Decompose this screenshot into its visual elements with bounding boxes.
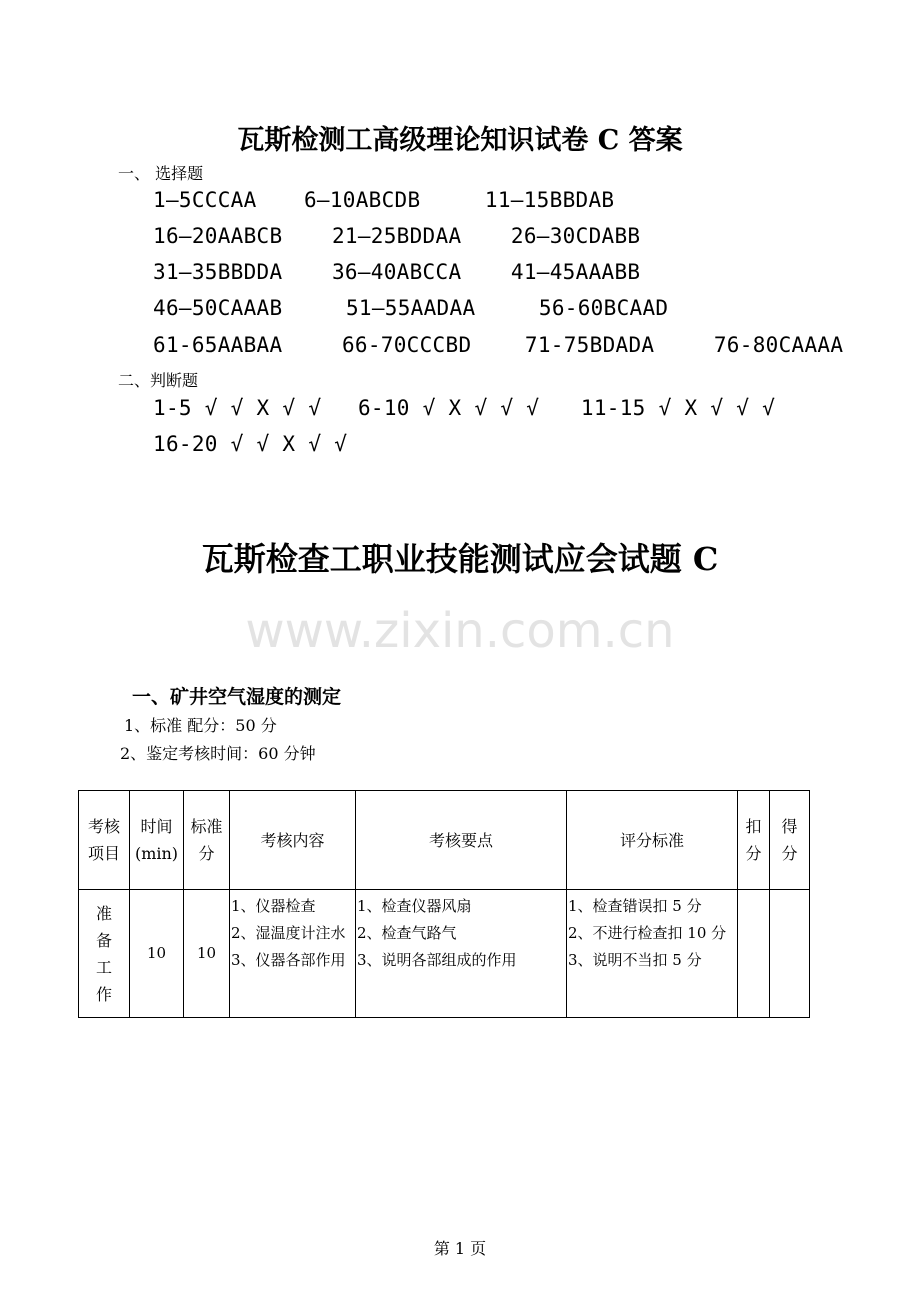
item-cell: 准 备 工 作	[79, 890, 130, 1018]
judgement-answer: 1-5 √ √ X √ √	[153, 396, 322, 420]
choice-answer: 21—25BDDAA	[331, 224, 462, 248]
table-header-row	[79, 791, 810, 890]
watermark: www.zixin.com.cn	[245, 603, 675, 659]
info-line: 1、标准 配分：50 分	[124, 716, 277, 735]
choice-answer: 71-75BDADA	[524, 333, 655, 357]
judgement-answer: 16-20 √ √ X √ √	[153, 432, 348, 456]
header-cell: 得 分	[770, 791, 810, 890]
judgement-answer: 6-10 √ X √ √ √	[357, 396, 540, 420]
points-cell: 1、检查仪器风扇 2、检查气路气 3、说明各部组成的作用	[356, 890, 567, 1018]
choice-answer: 1—5CCCAA	[153, 188, 257, 212]
table-row	[79, 890, 810, 1018]
choice-answer: 11—15BBDAB	[484, 188, 615, 212]
choice-answer: 51—55AADAA	[345, 296, 476, 320]
choice-answer-row	[153, 260, 640, 284]
section2-label: 二、判断题	[118, 371, 199, 390]
choice-answer: 6—10ABCDB	[303, 188, 421, 212]
choice-answer-row	[153, 224, 640, 248]
choice-answer: 61-65AABAA	[153, 333, 283, 357]
choice-answer: 31—35BBDDA	[153, 260, 283, 284]
judgement-answer-row	[153, 396, 775, 420]
earned-cell	[770, 890, 810, 1018]
assessment-table	[78, 790, 810, 1018]
header-cell: 标准 分	[184, 791, 230, 890]
choice-answer: 76-80CAAAA	[713, 333, 844, 357]
choice-answer: 56-60BCAAD	[538, 296, 669, 320]
header-cell: 评分标准	[567, 791, 738, 890]
header-cell: 考核要点	[356, 791, 567, 890]
judgement-answer-row	[153, 432, 347, 456]
time-cell: 10	[130, 890, 184, 1018]
choice-answer-row	[153, 188, 614, 212]
header-cell: 时间 (min)	[130, 791, 184, 890]
choice-answer: 16—20AABCB	[153, 224, 283, 248]
subsection-title: 一、矿井空气湿度的测定	[132, 686, 342, 708]
page-number: 第 1 页	[433, 1239, 487, 1258]
content-cell: 1、仪器检查 2、湿温度计注水 3、仪器各部作用	[230, 890, 356, 1018]
score-cell: 10	[184, 890, 230, 1018]
choice-answer: 26—30CDABB	[510, 224, 641, 248]
choice-answer: 36—40ABCCA	[331, 260, 462, 284]
header-cell: 考核 项目	[79, 791, 130, 890]
answer-sheet-title: 瓦斯检测工高级理论知识试卷 C 答案	[237, 125, 683, 156]
criteria-cell: 1、检查错误扣 5 分 2、不进行检查扣 10 分 3、说明不当扣 5 分	[567, 890, 738, 1018]
choice-answer-row	[153, 333, 843, 357]
deduct-cell	[738, 890, 770, 1018]
header-cell: 考核内容	[230, 791, 356, 890]
choice-answer: 41—45AAABB	[510, 260, 641, 284]
judgement-answer: 11-15 √ X √ √ √	[580, 396, 776, 420]
section1-label: 一、 选择题	[118, 164, 204, 183]
header-cell: 扣 分	[738, 791, 770, 890]
choice-answer: 66-70CCCBD	[341, 333, 472, 357]
choice-answer: 46—50CAAAB	[153, 296, 283, 320]
info-line: 2、鉴定考核时间：60 分钟	[120, 744, 316, 763]
skill-test-title: 瓦斯检查工职业技能测试应会试题 C	[201, 540, 719, 578]
choice-answer-row	[153, 296, 668, 320]
